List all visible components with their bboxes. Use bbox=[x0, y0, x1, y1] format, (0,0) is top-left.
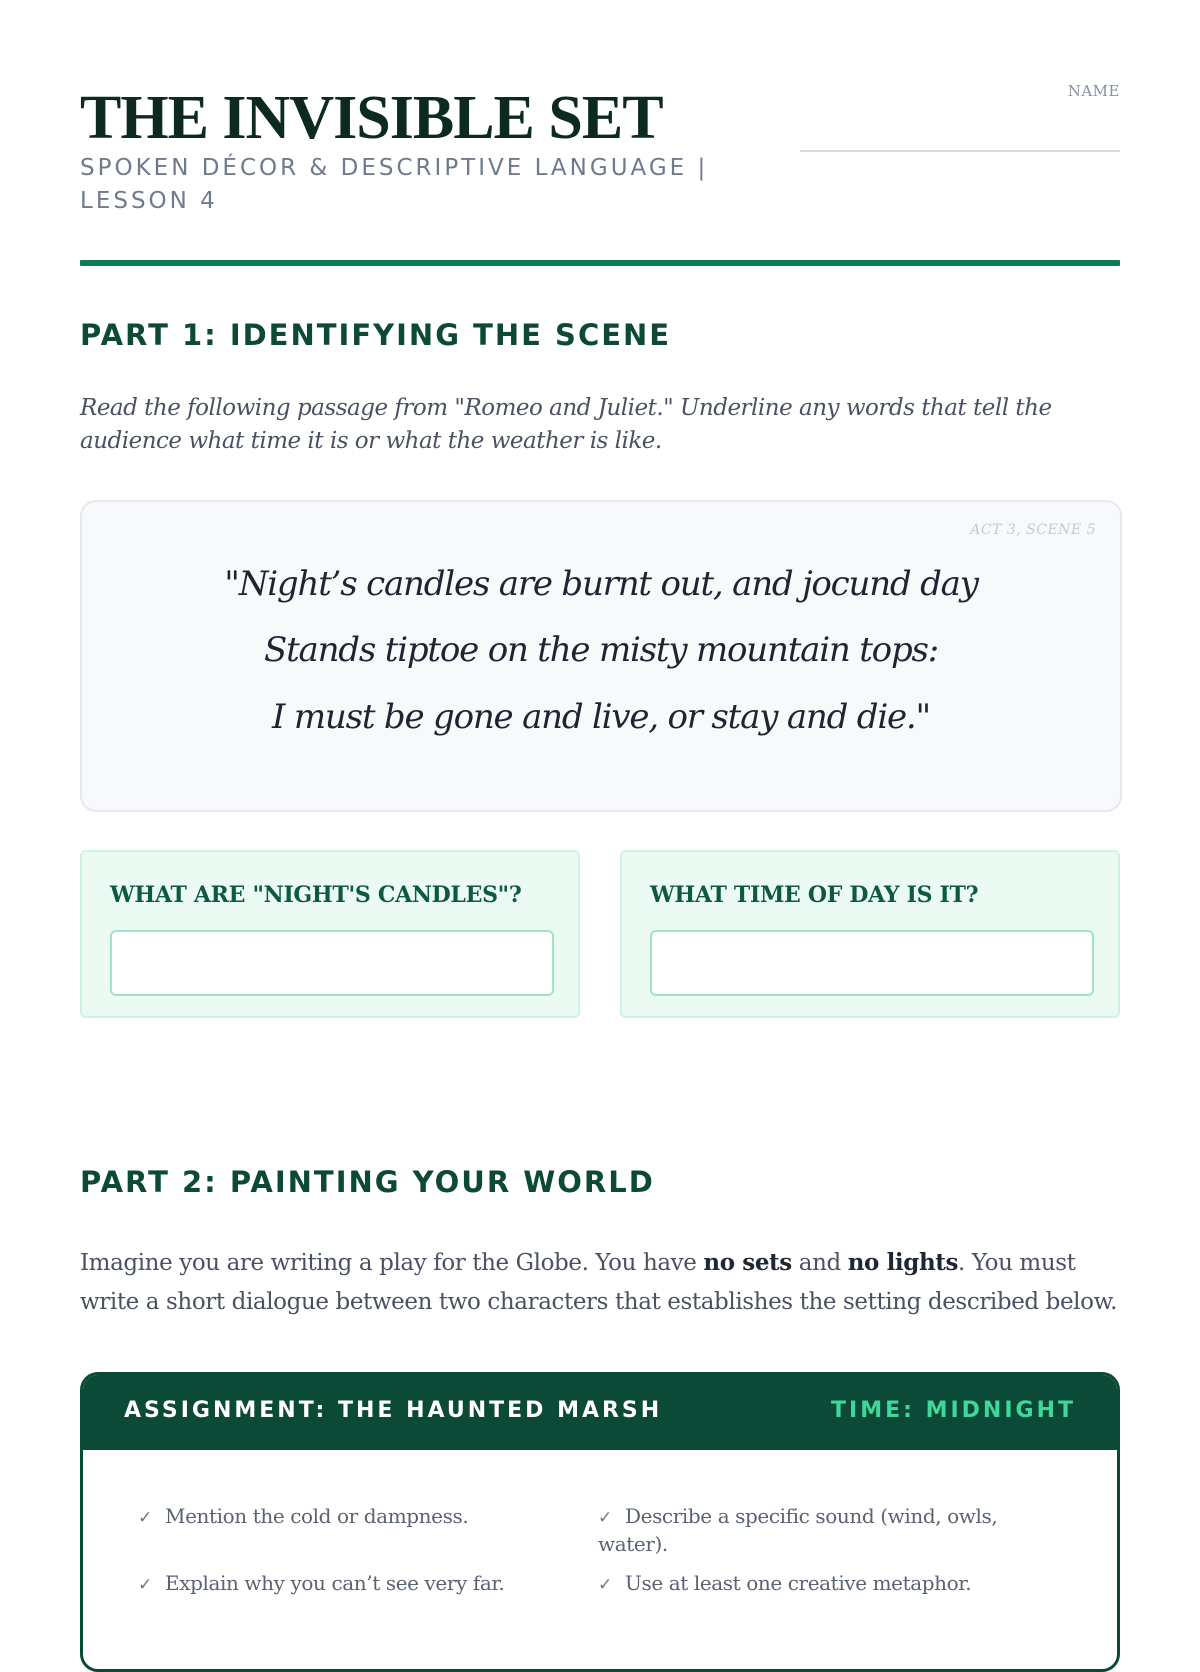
quote-line: Stands tiptoe on the misty mountain tops: bbox=[263, 630, 939, 670]
assignment-title: ASSIGNMENT: THE HAUNTED MARSH bbox=[124, 1398, 663, 1423]
requirement-item: ✓ Explain why you can’t see very far. bbox=[138, 1570, 558, 1598]
assignment-header bbox=[83, 1375, 1117, 1450]
requirement-item: ✓ Describe a specific sound (wind, owls, water). bbox=[598, 1504, 998, 1556]
quote-reference: ACT 3, SCENE 5 bbox=[970, 522, 1096, 538]
page-subtitle: SPOKEN DÉCOR & DESCRIPTIVE LANGUAGE | LESSON 4 bbox=[80, 155, 709, 214]
worksheet-page bbox=[80, 0, 1120, 1600]
assignment-box bbox=[80, 1372, 1120, 1672]
name-label: NAME bbox=[1067, 82, 1120, 100]
name-field-line[interactable] bbox=[800, 150, 1120, 152]
quote-line: I must be gone and live, or stay and die." bbox=[272, 697, 930, 737]
quote-box bbox=[80, 500, 1122, 812]
question-label-candles: WHAT ARE "NIGHT'S CANDLES"? bbox=[110, 882, 522, 908]
answer-input-candles[interactable] bbox=[110, 930, 554, 996]
check-icon: ✓ bbox=[138, 1575, 152, 1595]
header-divider bbox=[80, 260, 1120, 266]
question-card-candles bbox=[80, 850, 580, 1018]
check-icon: ✓ bbox=[598, 1508, 612, 1528]
check-icon: ✓ bbox=[138, 1508, 152, 1528]
quote-line: "Night’s candles are burnt out, and jocund day bbox=[224, 564, 978, 604]
requirement-item: ✓ Use at least one creative metaphor. bbox=[598, 1570, 1018, 1598]
question-card-time bbox=[620, 850, 1120, 1018]
question-label-time: WHAT TIME OF DAY IS IT? bbox=[650, 882, 979, 908]
part2-title: PART 2: PAINTING YOUR WORLD bbox=[80, 1165, 655, 1199]
page-title: THE INVISIBLE SET bbox=[80, 84, 663, 152]
assignment-time: TIME: MIDNIGHT bbox=[831, 1398, 1076, 1423]
requirement-item: ✓ Mention the cold or dampness. bbox=[138, 1503, 538, 1531]
part2-intro: Imagine you are writing a play for the Globe. You have no sets and no lights. You must write a short dialogue between two characters that establishes the setting described below. bbox=[80, 1249, 1118, 1315]
part1-instructions: Read the following passage from "Romeo and Juliet." Underline any words that tell the audience what time it is or what the weather is like. bbox=[80, 395, 1052, 454]
check-icon: ✓ bbox=[598, 1575, 612, 1595]
part1-title: PART 1: IDENTIFYING THE SCENE bbox=[80, 318, 672, 352]
answer-input-time[interactable] bbox=[650, 930, 1094, 996]
